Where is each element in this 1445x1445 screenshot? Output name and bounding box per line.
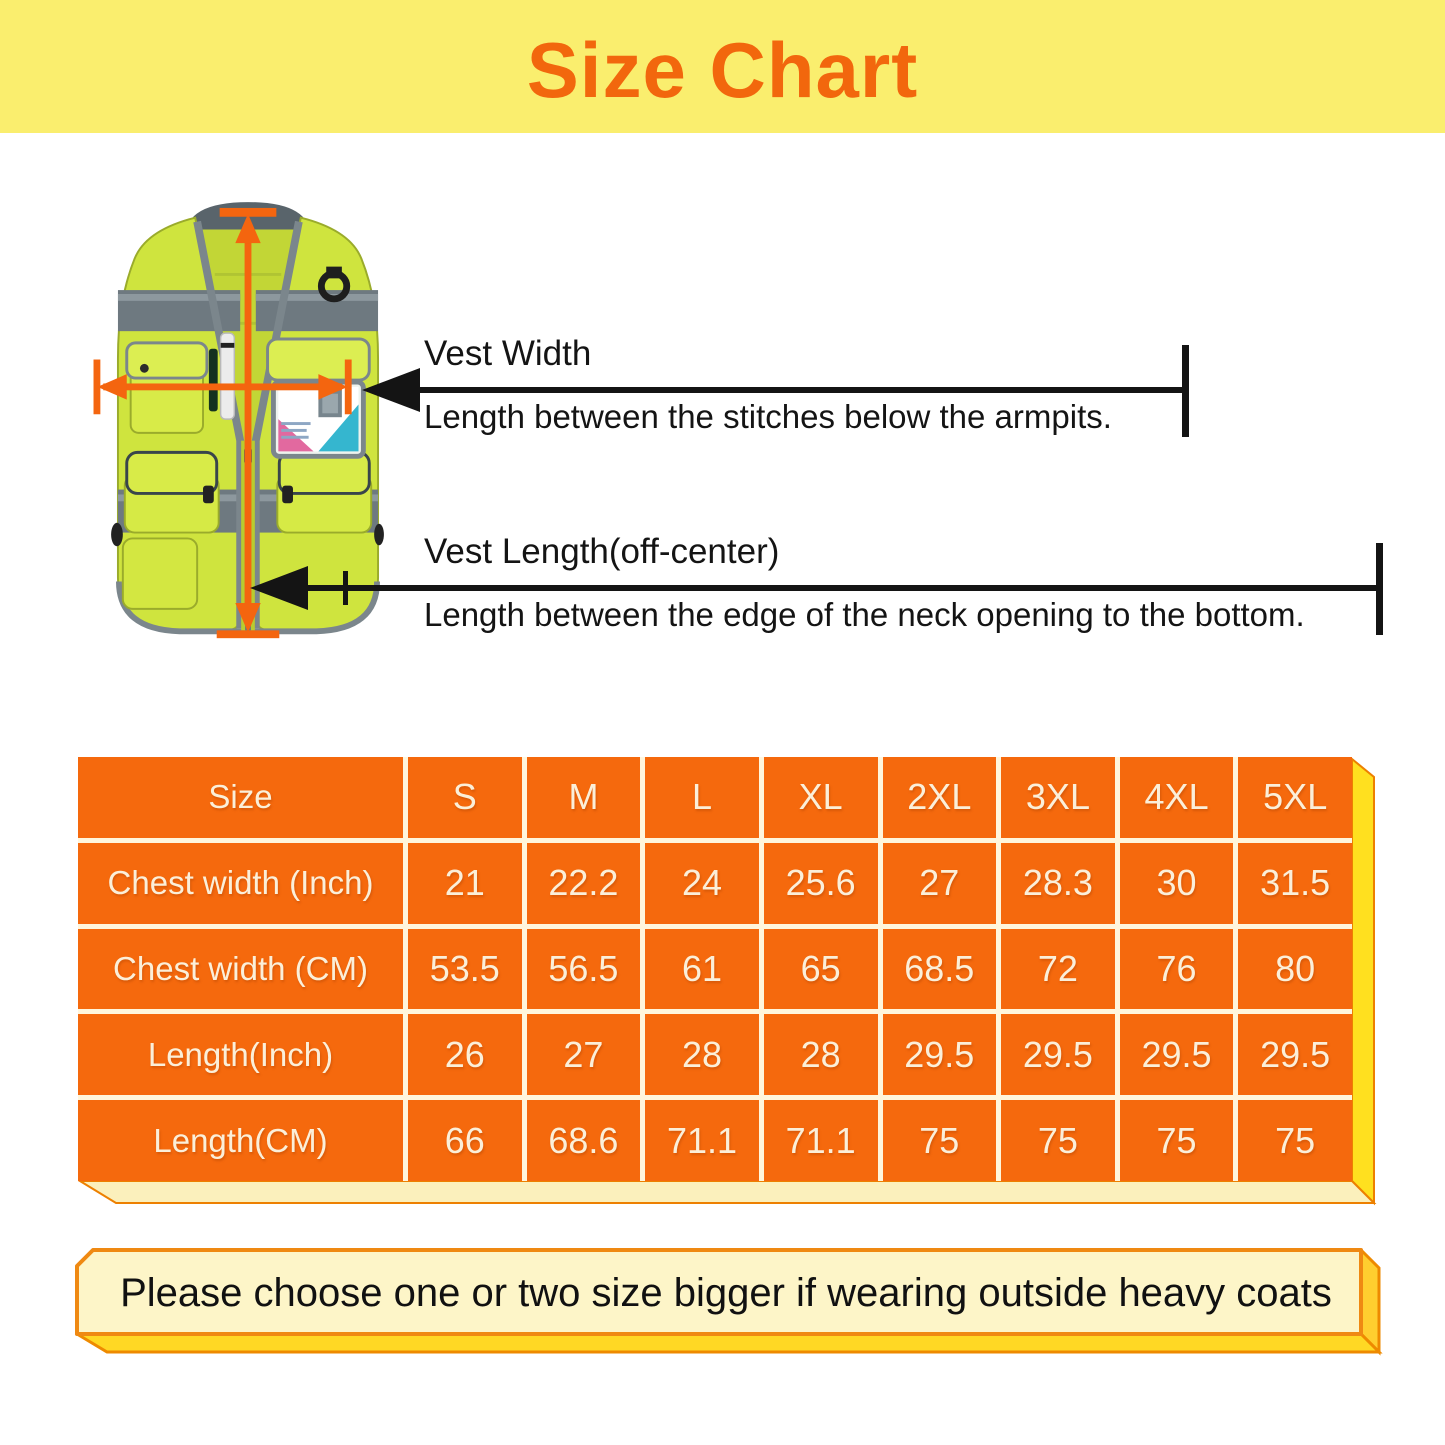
table-cell: 30 <box>1120 843 1234 924</box>
table-cell: 75 <box>1001 1100 1115 1181</box>
table-cell: 28.3 <box>1001 843 1115 924</box>
vest-width-label: Vest Width <box>424 334 592 373</box>
table-row-label: Chest width (CM) <box>78 929 403 1010</box>
size-table <box>78 757 1352 1181</box>
table-cell: 24 <box>645 843 759 924</box>
pen <box>209 349 218 412</box>
table-cell: 80 <box>1238 929 1352 1010</box>
table-cell: 53.5 <box>408 929 522 1010</box>
table-cell: 71.1 <box>645 1100 759 1181</box>
table-cell: 29.5 <box>883 1014 997 1095</box>
table-header-cell: 5XL <box>1238 757 1352 838</box>
table-header-cell: S <box>408 757 522 838</box>
table-cell: 65 <box>764 929 878 1010</box>
title-banner <box>0 0 1445 133</box>
table-cell: 75 <box>1238 1100 1352 1181</box>
table-cell: 28 <box>764 1014 878 1095</box>
table-cell: 76 <box>1120 929 1234 1010</box>
table-cell: 29.5 <box>1238 1014 1352 1095</box>
table-row-label: Length(Inch) <box>78 1014 403 1095</box>
table-cell: 68.6 <box>527 1100 641 1181</box>
table-cell: 21 <box>408 843 522 924</box>
table-cell: 29.5 <box>1001 1014 1115 1095</box>
table-row-label: Length(CM) <box>78 1100 403 1181</box>
safety-vest-illustration <box>72 196 424 656</box>
table-cell: 22.2 <box>527 843 641 924</box>
table-row-label: Chest width (Inch) <box>78 843 403 924</box>
note-banner <box>75 1248 1385 1360</box>
vest-length-desc: Length between the edge of the neck opening to the bottom. <box>424 596 1305 633</box>
table-header-cell: 4XL <box>1120 757 1234 838</box>
page-title: Size Chart <box>526 26 919 114</box>
table-header-cell: 3XL <box>1001 757 1115 838</box>
note-text: Please choose one or two size bigger if wearing outside heavy coats <box>120 1271 1332 1315</box>
table-cell: 25.6 <box>764 843 878 924</box>
table-header-cell: XL <box>764 757 878 838</box>
table-cell: 56.5 <box>527 929 641 1010</box>
vest-width-desc: Length between the stitches below the armpits. <box>424 398 1112 435</box>
table-corner-cell: Size <box>78 757 403 838</box>
vest-length-label: Vest Length(off-center) <box>424 532 780 571</box>
table-cell: 61 <box>645 929 759 1010</box>
table-cell: 26 <box>408 1014 522 1095</box>
table-header-cell: 2XL <box>883 757 997 838</box>
table-cell: 28 <box>645 1014 759 1095</box>
table-cell: 29.5 <box>1120 1014 1234 1095</box>
table-cell: 75 <box>1120 1100 1234 1181</box>
table-cell: 66 <box>408 1100 522 1181</box>
table-cell: 68.5 <box>883 929 997 1010</box>
table-cell: 27 <box>883 843 997 924</box>
table-header-cell: L <box>645 757 759 838</box>
table-cell: 71.1 <box>764 1100 878 1181</box>
table-cell: 75 <box>883 1100 997 1181</box>
table-cell: 27 <box>527 1014 641 1095</box>
table-cell: 31.5 <box>1238 843 1352 924</box>
vest-image <box>72 196 424 656</box>
table-header-cell: M <box>527 757 641 838</box>
table-cell: 72 <box>1001 929 1115 1010</box>
